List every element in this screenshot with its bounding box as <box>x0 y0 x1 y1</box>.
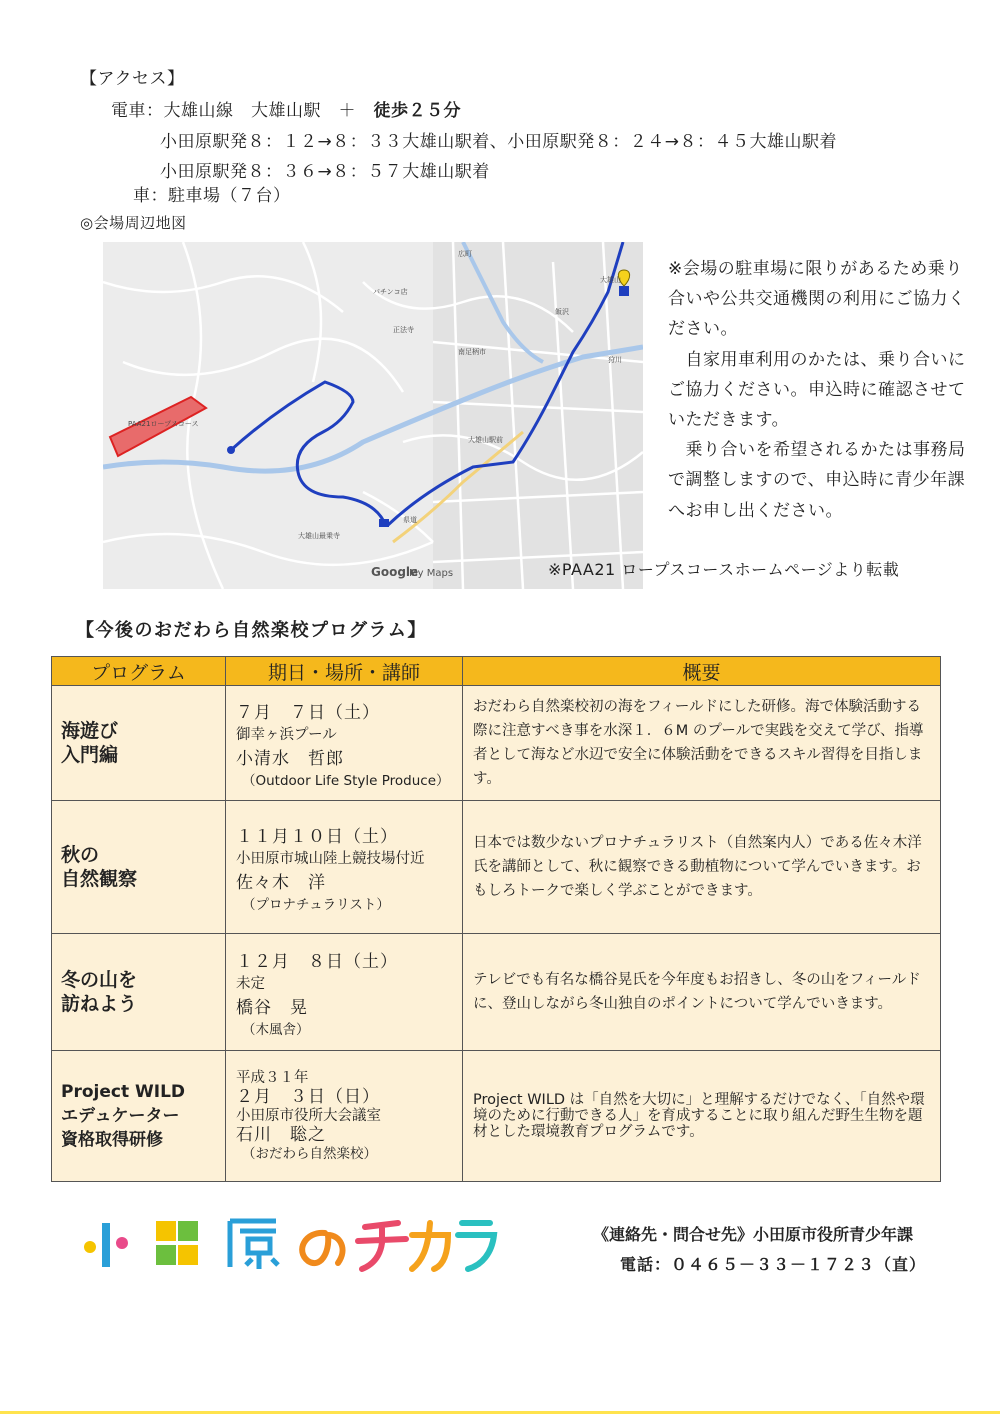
program-place: 御幸ヶ浜プール <box>236 726 337 743</box>
program-heading: 【今後のおだわら自然楽校プログラム】 <box>76 620 427 641</box>
program-lecturer: 佐々木 洋 <box>236 872 326 893</box>
map-label-iizawa: 飯沢 <box>555 308 569 316</box>
map-label-daiyuzan: 大雄山 <box>600 276 621 284</box>
map-label-paa: PAA21ロープスコース <box>128 420 199 428</box>
google-logo: Google <box>371 565 419 579</box>
access-train-label: 電車：大雄山線 大雄山駅 ＋ <box>111 101 374 121</box>
odawara-chikara-logo <box>80 1213 500 1275</box>
program-name <box>52 801 226 934</box>
program-place: 未定 <box>236 975 265 992</box>
program-description: Project WILD は「自然を大切に」と理解するだけでなく、「自然や環境のために行動できる人」を育成することに取り組んだ野生生物を題材とした環境教育プログラムです。 <box>463 1051 941 1182</box>
program-name-line: 自然観察 <box>61 868 138 890</box>
table-row <box>52 934 941 1051</box>
program-date: １１月１０日（土） <box>236 826 398 847</box>
program-affiliation: （おだわら自然楽校） <box>242 1145 377 1162</box>
logo-graphic <box>80 1213 500 1275</box>
program-name-line: 冬の山を <box>61 969 138 991</box>
access-walk: 徒歩２５分 <box>373 101 461 121</box>
map-label-hirotsu: 広町 <box>458 250 472 258</box>
program-schedule <box>226 801 463 934</box>
map-canvas <box>103 242 643 589</box>
program-name-line: 秋の <box>61 844 100 866</box>
mymaps-label: My Maps <box>409 568 454 579</box>
program-date: １２月 ８日（土） <box>236 951 398 972</box>
parking-note-p1: ※会場の駐車場に限りがあるため乗り合いや公共交通機関の利用にご協力ください。 <box>668 259 966 340</box>
bus-stop-icon <box>379 519 389 527</box>
access-times-2: 小田原駅発８：３６→８：５７大雄山駅着 <box>160 162 490 182</box>
station-icon <box>619 286 629 296</box>
program-lecturer: 橋谷 晃 <box>236 997 308 1018</box>
program-schedule <box>226 934 463 1051</box>
program-era: 平成３１年 <box>236 1069 309 1086</box>
program-affiliation: （プロナチュラリスト） <box>242 896 390 913</box>
program-name-line: 資格取得研修 <box>61 1130 163 1150</box>
program-date: ７月 ７日（土） <box>236 702 380 723</box>
program-description: おだわら自然楽校初の海をフィールドにした研修。海で体験活動する際に注意すべき事を水深１．６M のプールで実践を交えて学び、指導者として海など水辺で安全に体験活動をできるスキル習得を目指します。 <box>463 686 941 801</box>
access-train <box>111 96 461 121</box>
parking-note-p2: 自家用車利用のかたは、乗り合いにご協力ください。申込時に確認させていただきます。 <box>668 349 966 431</box>
table-row <box>52 686 941 801</box>
table-row <box>52 1051 941 1182</box>
header-overview: 概要 <box>463 657 941 686</box>
parking-note <box>668 254 968 526</box>
program-name <box>52 1051 226 1182</box>
header-program: プログラム <box>52 657 226 686</box>
access-car: 車：駐車場（７台） <box>133 186 291 206</box>
contact-label: 《連絡先・問合せ先》小田原市役所青少年課 <box>593 1225 914 1244</box>
program-name <box>52 934 226 1051</box>
map-label-school: 大雄山駅前 <box>468 436 503 444</box>
bottom-divider <box>0 1411 1000 1414</box>
map-label-route: 県道 <box>403 516 417 524</box>
program-description: テレビでも有名な橋谷晃氏を今年度もお招きし、冬の山をフィールドに、登山しながら冬山独自のポイントについて学んでいきます。 <box>463 934 941 1051</box>
program-affiliation: （木風舎） <box>242 1021 310 1038</box>
access-heading: 【アクセス】 <box>80 69 185 89</box>
program-name-line: 海遊び <box>61 720 119 742</box>
program-place: 小田原市城山陸上競技場付近 <box>236 850 425 867</box>
table-row <box>52 801 941 934</box>
map-label-temple: 大雄山最乗寺 <box>298 532 340 540</box>
program-schedule <box>226 686 463 801</box>
parking-note-p3: 乗り合いを希望されるかたは事務局で調整しますので、申込時に青少年課へお申し出ください。 <box>668 440 966 521</box>
program-name-line: 入門編 <box>61 744 119 766</box>
program-name-line: エデュケーター <box>61 1106 180 1126</box>
map-branding <box>371 565 453 579</box>
program-name-line: Project WILD <box>61 1082 186 1102</box>
map-source: ※PAA21 ロープスコースホームページより転載 <box>548 560 900 579</box>
program-table <box>51 656 941 1182</box>
header-schedule: 期日・場所・講師 <box>226 657 463 686</box>
venue-map[interactable] <box>103 242 643 589</box>
program-place: 小田原市役所大会議室 <box>236 1107 381 1124</box>
program-name-line: 訪ねよう <box>61 993 138 1015</box>
access-times-1: 小田原駅発８：１２→８：３３大雄山駅着、小田原駅発８：２４→８：４５大雄山駅着 <box>160 132 837 152</box>
map-label-karikawa: 狩川 <box>608 356 622 364</box>
program-schedule <box>226 1051 463 1182</box>
map-label-pachinko: パチンコ店 <box>373 288 408 296</box>
table-header-row <box>52 657 941 686</box>
map-heading: ◎会場周辺地図 <box>80 214 187 232</box>
program-name <box>52 686 226 801</box>
program-description: 日本では数少ないプロナチュラリスト（自然案内人）である佐々木洋氏を講師として、秋に観察できる動植物について学んでいきます。おもしろトークで楽しく学ぶことができます。 <box>463 801 941 934</box>
map-label-shrine: 正法寺 <box>393 326 414 334</box>
program-date: ２月 ３日（日） <box>236 1086 380 1107</box>
program-lecturer: 小清水 哲郎 <box>236 748 344 769</box>
map-label-shop: 南足柄市 <box>458 348 486 356</box>
program-lecturer: 石川 聡之 <box>236 1124 326 1145</box>
contact-phone: 電話：０４６５－３３－１７２３（直） <box>620 1255 927 1274</box>
route-start-marker <box>227 446 235 454</box>
program-affiliation: （Outdoor Life Style Produce） <box>242 772 450 789</box>
